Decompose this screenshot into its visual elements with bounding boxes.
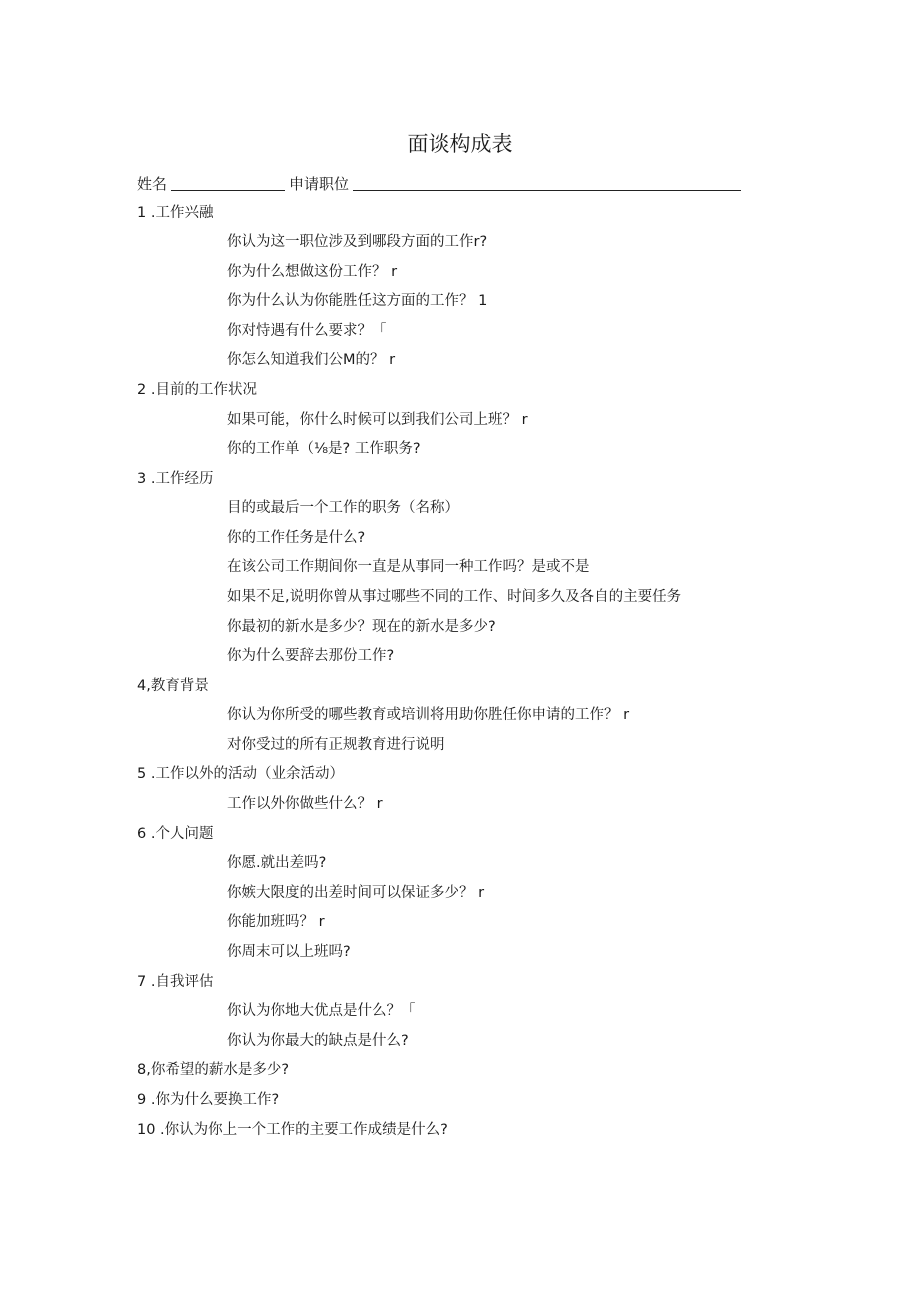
section-heading: 3 .工作经历 bbox=[137, 471, 214, 487]
question-item: 在该公司工作期间你一直是从事同一种工作吗？是或不是 bbox=[227, 559, 590, 575]
question-item: 你周末可以上班吗? bbox=[227, 944, 351, 960]
question-item: 目的或最后一个工作的职务（名称） bbox=[227, 500, 459, 516]
section-heading: 10 .你认为你上一个工作的主要工作成绩是什么? bbox=[137, 1122, 448, 1138]
name-label: 姓名 bbox=[137, 175, 168, 193]
question-item: 如果可能，你什么时候可以到我们公司上班？ r bbox=[227, 412, 528, 428]
question-item: 你认为你最大的缺点是什么? bbox=[227, 1033, 409, 1049]
page-title: 面谈构成表 bbox=[407, 132, 513, 156]
question-item: 你认为你地大优点是什么？「 bbox=[227, 1003, 416, 1019]
section-heading: 4,教育背景 bbox=[137, 678, 209, 694]
section-heading: 7 .自我评估 bbox=[137, 974, 214, 990]
section-heading: 8,你希望的薪水是多少? bbox=[137, 1062, 290, 1078]
section-heading: 9 .你为什么要换工作? bbox=[137, 1092, 280, 1108]
question-item: 你认为这一职位涉及到哪段方面的工作r? bbox=[227, 234, 488, 250]
section-heading: 1 .工作兴融 bbox=[137, 205, 214, 221]
question-item: 你的工作单（⅛是? 工作职务? bbox=[227, 441, 421, 457]
question-item: 你为什么要辞去那份工作? bbox=[227, 648, 395, 664]
question-item: 你怎么知道我们公M的？ r bbox=[227, 352, 396, 368]
position-blank bbox=[353, 172, 741, 191]
section-heading: 6 .个人问题 bbox=[137, 826, 214, 842]
question-item: 你最初的新水是多少？现在的新水是多少? bbox=[227, 619, 496, 635]
question-item: 如果不足,说明你曾从事过哪些不同的工作、时间多久及各自的主要任务 bbox=[227, 589, 682, 605]
position-label: 申请职位 bbox=[289, 175, 350, 193]
question-item: 你为什么想做这份工作？ r bbox=[227, 264, 398, 280]
question-item: 你嫉大限度的出差时间可以保证多少？ r bbox=[227, 885, 485, 901]
question-item: 你的工作任务是什么? bbox=[227, 530, 366, 546]
question-item: 对你受过的所有正规教育进行说明 bbox=[227, 737, 445, 753]
question-item: 你愿.就出差吗? bbox=[227, 855, 327, 871]
question-item: 你能加班吗？ r bbox=[227, 914, 325, 930]
question-item: 工作以外你做些什么？ r bbox=[227, 796, 383, 812]
question-item: 你认为你所受的哪些教育或培训将用助你胜任你申请的工作？ r bbox=[227, 707, 630, 723]
section-heading: 2 .目前的工作状况 bbox=[137, 382, 257, 398]
section-heading: 5 .工作以外的活动（业余活动） bbox=[137, 766, 344, 782]
question-item: 你对恃遇有什么要求？「 bbox=[227, 323, 387, 339]
question-item: 你为什么认为你能胜任这方面的工作？ 1 bbox=[227, 293, 488, 309]
name-blank bbox=[171, 172, 285, 191]
applicant-header bbox=[137, 172, 741, 194]
